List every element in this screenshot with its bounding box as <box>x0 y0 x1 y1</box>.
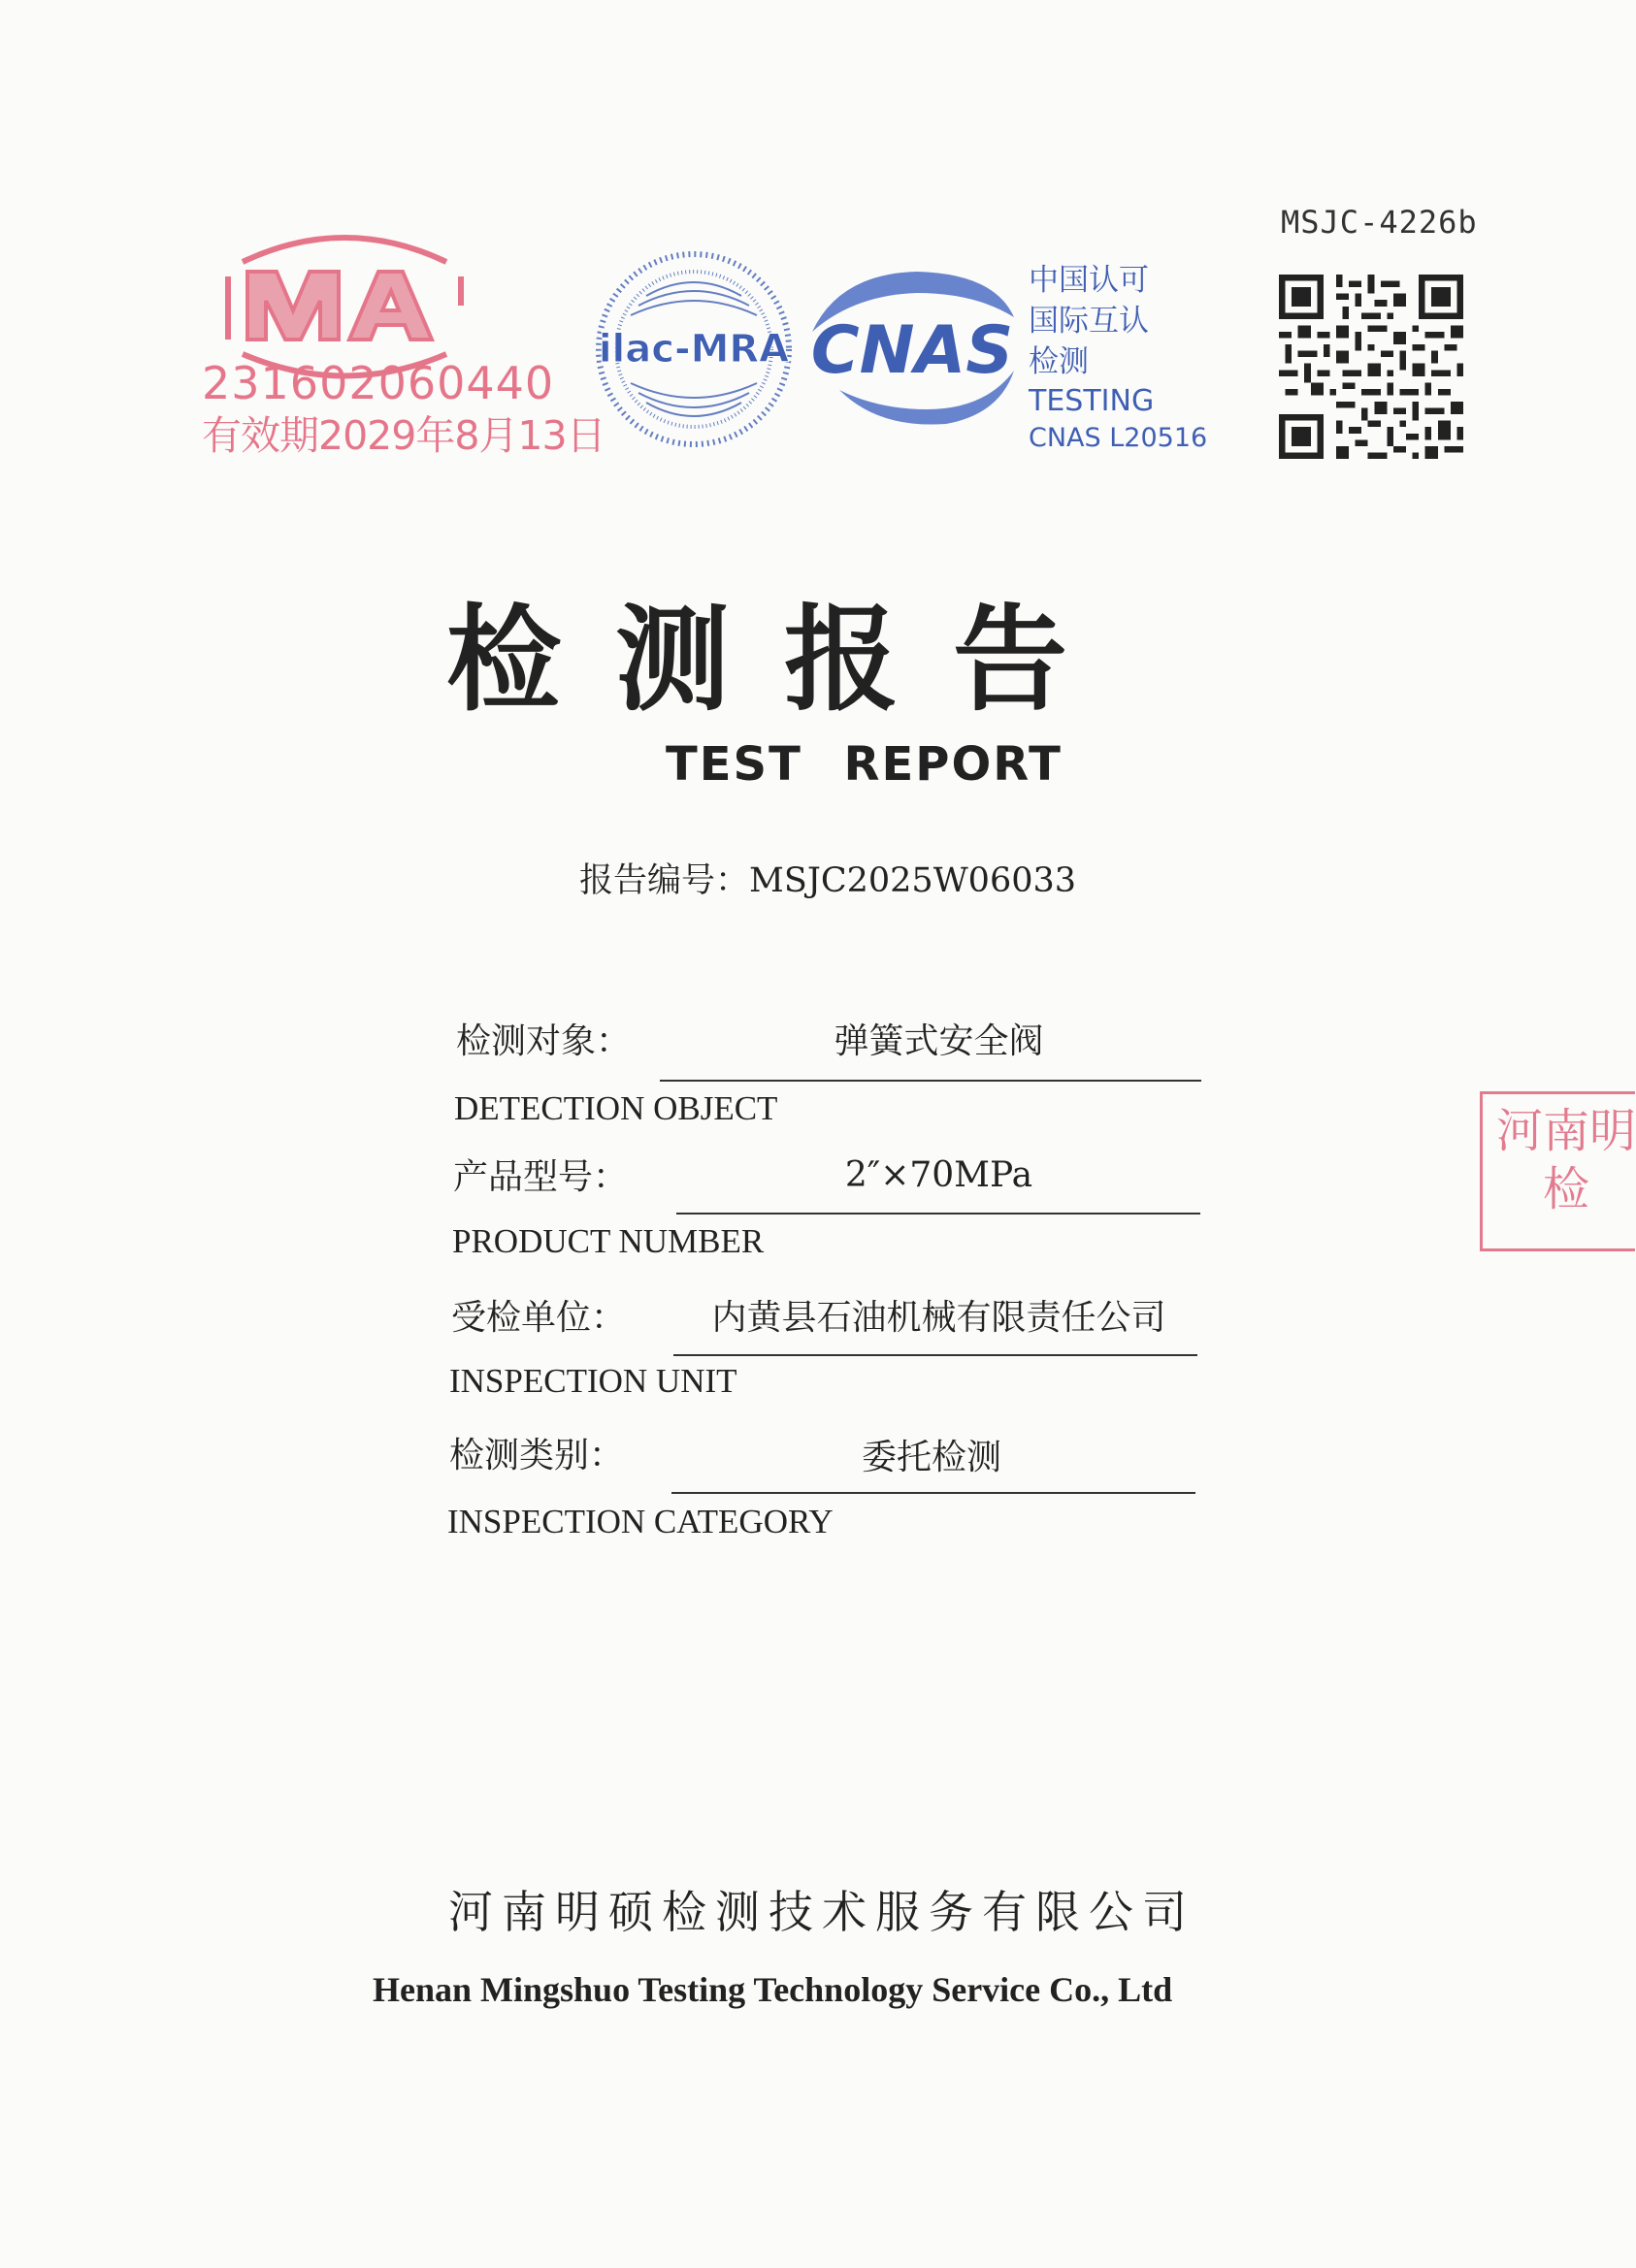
field-label-en-product-number: PRODUCT NUMBER <box>452 1222 765 1260</box>
form-code: MSJC-4226b <box>1281 204 1478 241</box>
cnas-text-line: CNAS L20516 <box>1029 423 1208 453</box>
field-value-detection-object: 弹簧式安全阀 <box>834 1021 1044 1061</box>
cnas-accreditation-text <box>1029 260 1208 456</box>
cnas-logo-text: CNAS <box>810 312 1014 389</box>
field-label-inspection-category: 检测类别： <box>449 1436 625 1475</box>
cnas-text-line: 国际互认 <box>1029 304 1149 339</box>
report-number: 报告编号：MSJC2025W06033 <box>579 861 1077 900</box>
field-label-en-inspection-unit: INSPECTION UNIT <box>449 1362 737 1400</box>
cma-validity: 有效期2029年8月13日 <box>202 412 605 459</box>
seal-stamp-text: 河南明 <box>1496 1104 1636 1158</box>
cnas-text-line: 检测 <box>1029 344 1089 379</box>
field-underline <box>673 1354 1197 1356</box>
field-value-product-number: 2″×70MPa <box>844 1155 1033 1195</box>
title-english: TEST REPORT <box>666 737 1063 792</box>
ilac-logo-text: ilac-MRA <box>598 327 790 372</box>
field-underline <box>676 1213 1200 1215</box>
field-label-en-detection-object: DETECTION OBJECT <box>454 1089 778 1127</box>
field-label-en-inspection-category: INSPECTION CATEGORY <box>447 1503 834 1540</box>
field-value-inspection-category: 委托检测 <box>861 1438 1001 1477</box>
field-label-inspection-unit: 受检单位： <box>451 1298 627 1338</box>
cnas-text-line: TESTING <box>1029 384 1155 418</box>
company-name-chinese: 河南明硕检测技术服务有限公司 <box>448 1886 1195 1938</box>
title-chinese: 检测报告 <box>446 592 1123 727</box>
field-label-product-number: 产品型号： <box>453 1157 629 1197</box>
cnas-text-line: 中国认可 <box>1029 263 1149 298</box>
cma-number: 231602060440 <box>202 357 555 409</box>
ilac-mra-logo <box>592 247 796 451</box>
field-value-inspection-unit: 内黄县石油机械有限责任公司 <box>711 1298 1166 1338</box>
cnas-logo <box>801 264 1024 434</box>
company-name-english: Henan Mingshuo Testing Technology Service Co., Ltd <box>373 1970 1173 2009</box>
field-label-detection-object: 检测对象： <box>456 1021 632 1061</box>
field-underline <box>671 1492 1195 1494</box>
seal-stamp-text: 检 <box>1543 1162 1590 1216</box>
seal-stamp <box>1480 1091 1635 1251</box>
field-underline <box>660 1080 1201 1082</box>
qr-code-icon <box>1279 270 1463 464</box>
